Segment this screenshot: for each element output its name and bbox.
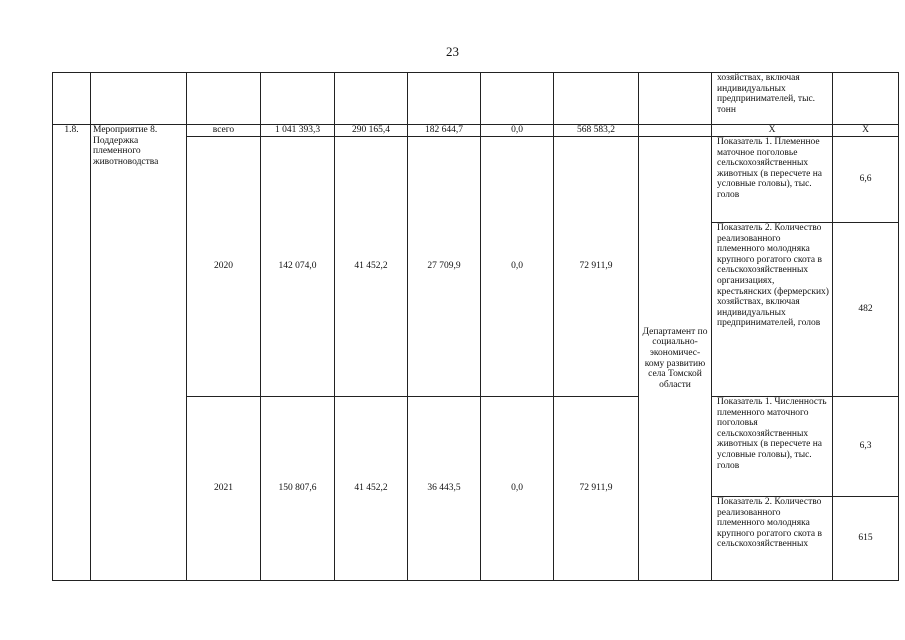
year-federal: 41 452,2 <box>335 137 408 397</box>
year-regional: 27 709,9 <box>408 137 481 397</box>
cell-federal <box>335 73 408 125</box>
program-table <box>52 72 899 581</box>
period-label: всего <box>187 125 261 137</box>
total-sum: 1 041 393,3 <box>261 125 335 137</box>
year-federal: 41 452,2 <box>335 397 408 581</box>
total-indicator: Х <box>712 125 833 137</box>
indicator-value: 6,3 <box>833 397 899 497</box>
indicator-value: 482 <box>833 223 899 397</box>
year-extra: 72 911,9 <box>554 397 639 581</box>
total-federal: 290 165,4 <box>335 125 408 137</box>
cell-regional <box>408 73 481 125</box>
cell-executor <box>639 73 712 125</box>
year: 2020 <box>187 137 261 397</box>
executor: Департамент по социально-экономичес-кому развитию села Томской области <box>639 137 712 581</box>
page-number: 23 <box>446 44 459 59</box>
year: 2021 <box>187 397 261 581</box>
indicator-text <box>712 497 833 581</box>
indicator-value <box>833 73 899 125</box>
cell-name <box>91 73 187 125</box>
year-local: 0,0 <box>481 397 554 581</box>
indicator-text: Показатель 1. Племенное маточное поголовье сельскохозяйственных животных (в пересчете на условные головы), тыс. голов <box>712 137 833 223</box>
indicator-value: 615 <box>833 497 899 581</box>
indicator-text-clip: Показатель 2. Количество реализованного племенного молодняка крупного рогатого скота в сельскохозяйственных <box>717 497 822 550</box>
year-sum: 142 074,0 <box>261 137 335 397</box>
cell-period <box>187 73 261 125</box>
measure-name: Мероприятие 8. Поддержка племенного животноводства <box>91 125 187 581</box>
year-local: 0,0 <box>481 137 554 397</box>
cell-extra <box>554 73 639 125</box>
year-regional: 36 443,5 <box>408 397 481 581</box>
table-row <box>53 73 899 125</box>
indicator-text: Показатель 1. Численность племенного маточного поголовья сельскохозяйственных животных (в пересчете на условные головы), тыс. голов <box>712 397 833 497</box>
total-value: Х <box>833 125 899 137</box>
cell-number <box>53 73 91 125</box>
cell-sum <box>261 73 335 125</box>
indicator-value: 6,6 <box>833 137 899 223</box>
year-extra: 72 911,9 <box>554 137 639 397</box>
measure-number: 1.8. <box>53 125 91 581</box>
indicator-text: Показатель 2. Количество реализованного племенного молодняка крупного рогатого скота в сельскохозяйственных организациях, крестьянских (фермерских) хозяйствах, включая индивидуальных предпринимателей, голов <box>712 223 833 397</box>
cell-local <box>481 73 554 125</box>
total-regional: 182 644,7 <box>408 125 481 137</box>
total-executor <box>639 125 712 137</box>
table-row-total <box>53 125 899 137</box>
indicator-text: хозяйствах, включая индивидуальных предпринимателей, тыс. тонн <box>712 73 833 125</box>
total-local: 0,0 <box>481 125 554 137</box>
year-sum: 150 807,6 <box>261 397 335 581</box>
total-extra: 568 583,2 <box>554 125 639 137</box>
